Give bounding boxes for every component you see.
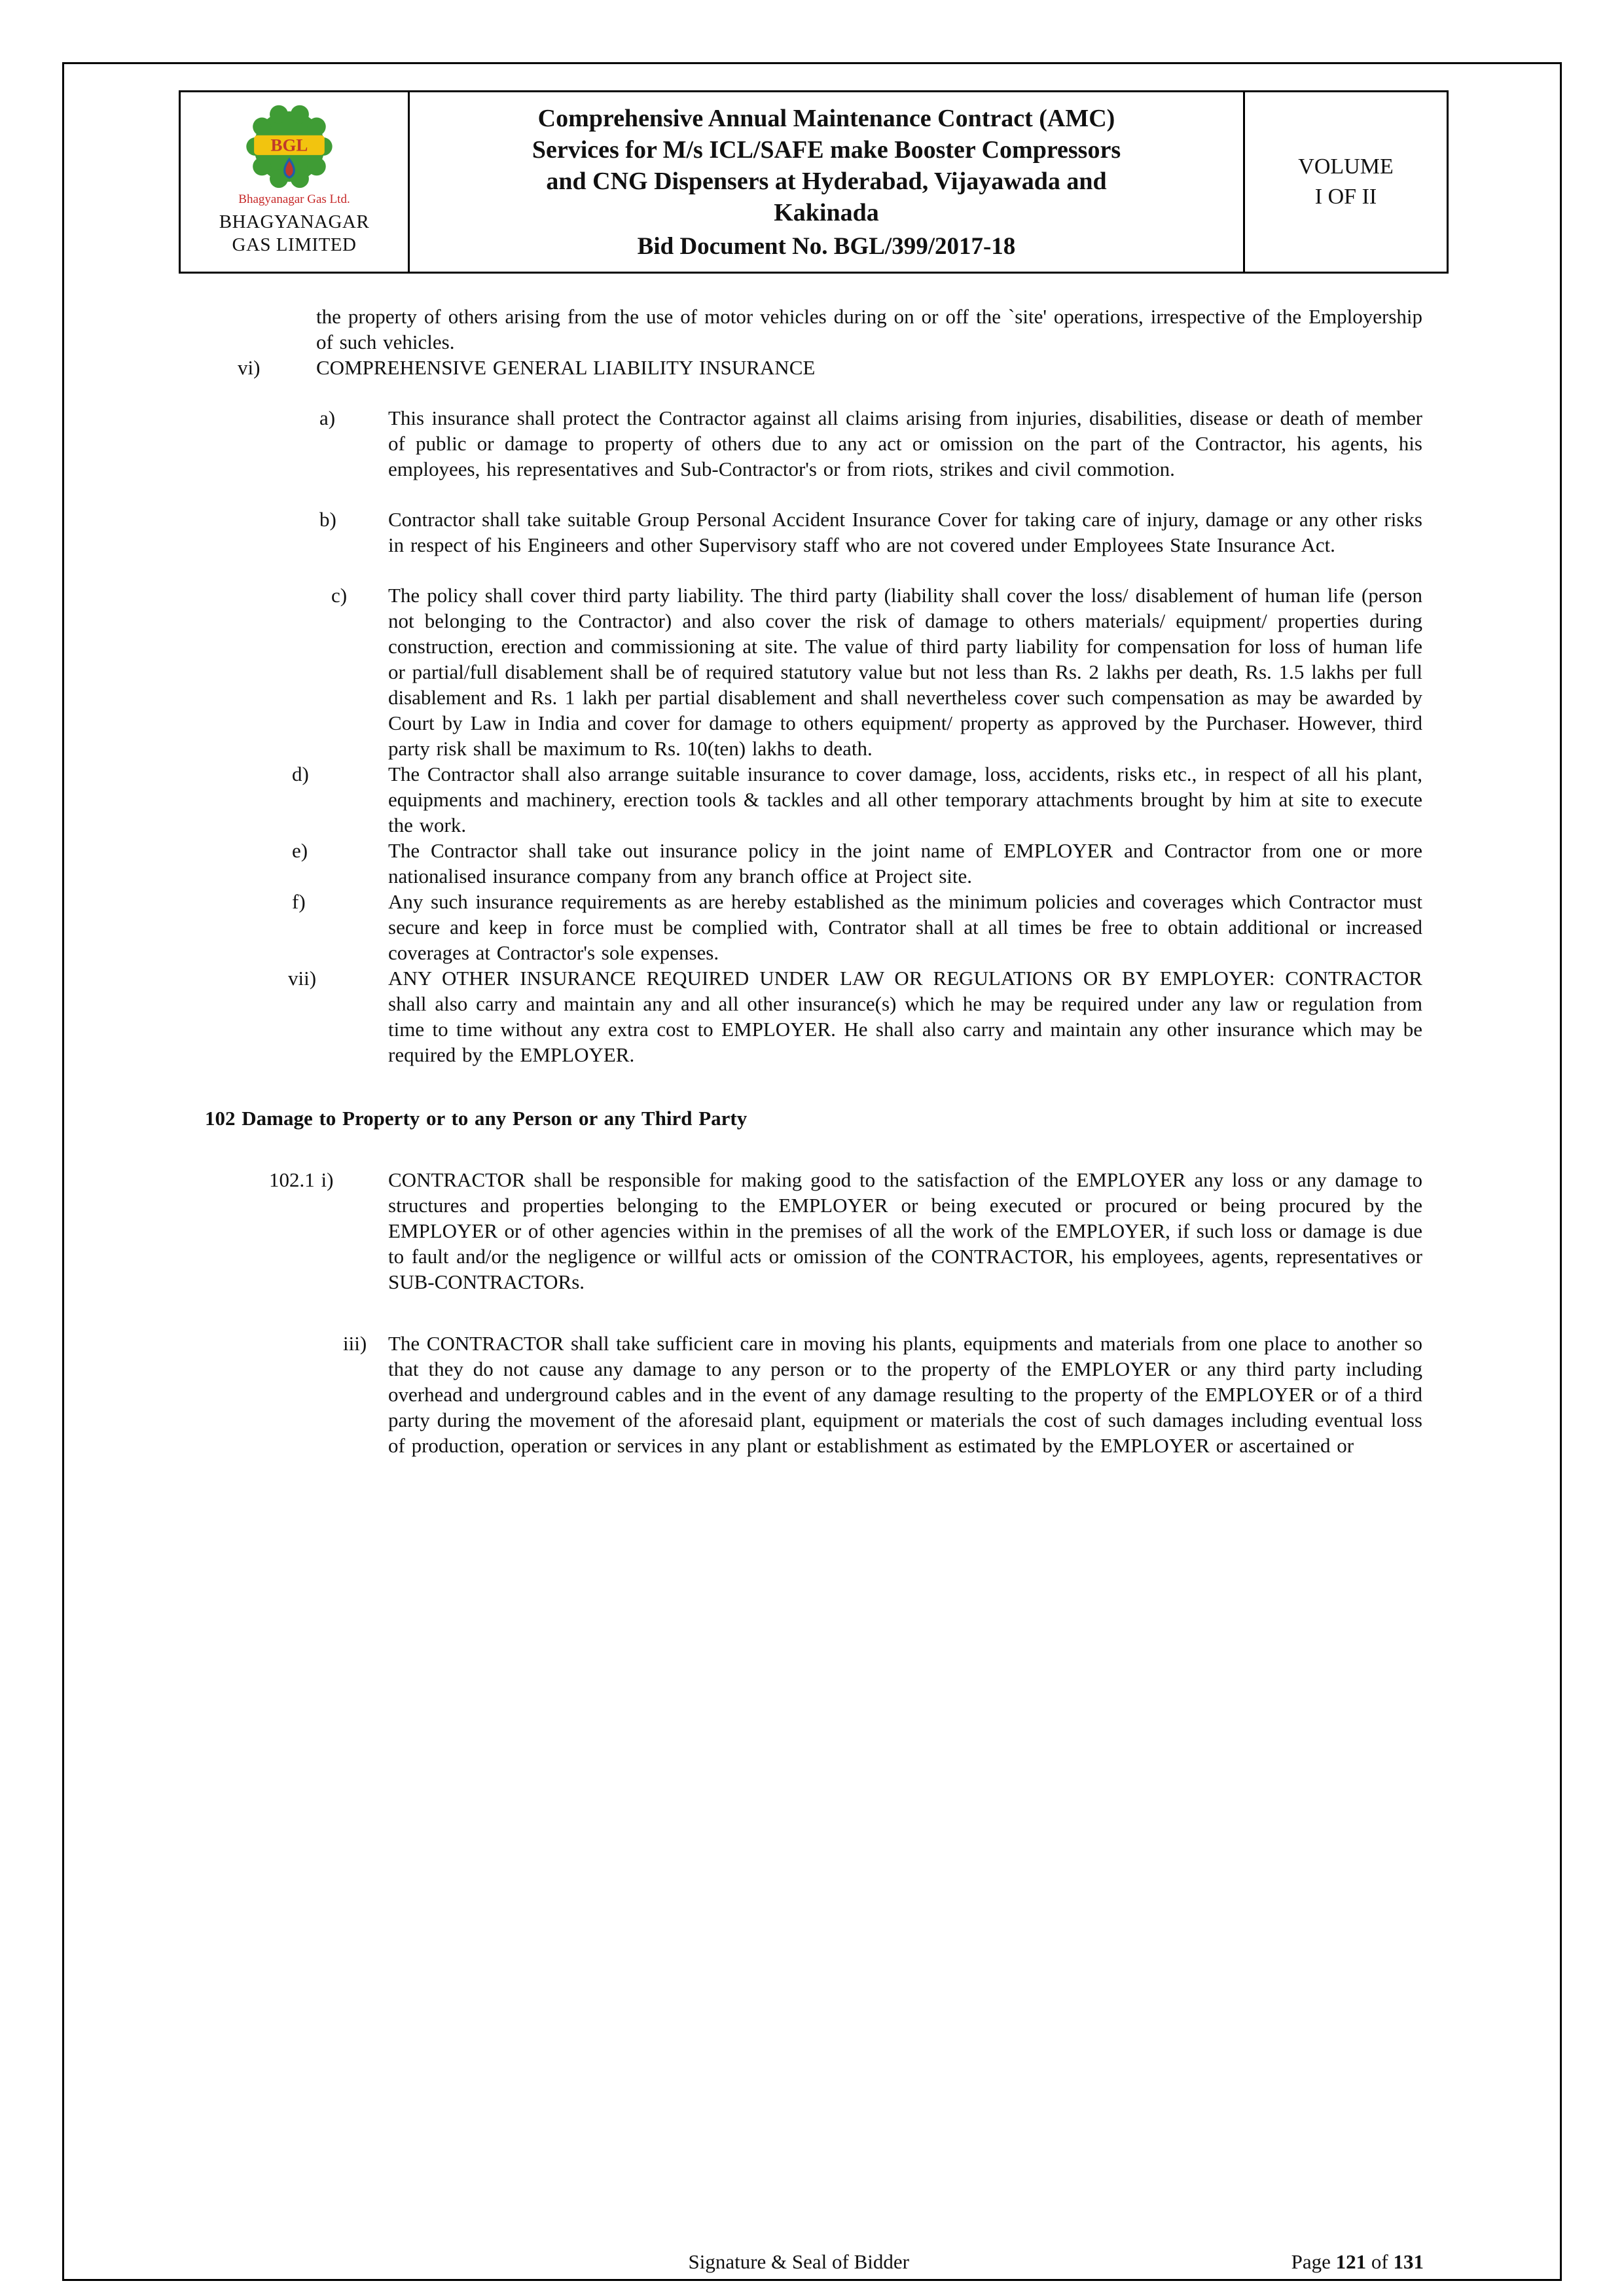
page-current: 121 (1335, 2250, 1367, 2273)
company-name-line1: BHAGYANAGAR (219, 211, 370, 232)
logo-monogram: BGL (270, 135, 308, 155)
bgl-logo-icon (234, 101, 355, 193)
clause-label: 102.1 i) (269, 1168, 334, 1191)
signature-label: Signature & Seal of Bidder (688, 2250, 909, 2273)
of-word: of (1371, 2250, 1388, 2273)
document-title-line: Services for M/s ICL/SAFE make Booster Compressors (532, 136, 1121, 164)
clause-text: The Contractor shall take out insurance policy in the joint name of EMPLOYER and Contractor from one or more nationalised insurance company from any branch office at Project site. (388, 839, 1422, 888)
clause-label: e) (292, 839, 308, 862)
logo-cell (181, 92, 410, 272)
continuation-paragraph: the property of others arising from the use of motor vehicles during on or off the `site' operations, irrespective of the Employership of such vehicles. (316, 305, 1422, 353)
volume-line1: VOLUME (1298, 154, 1394, 179)
section-vii (288, 965, 1422, 1067)
document-body (64, 304, 1560, 1458)
bid-document-number: Bid Document No. BGL/399/2017-18 (637, 233, 1016, 260)
section-text: COMPREHENSIVE GENERAL LIABILITY INSURANCE (316, 356, 816, 379)
clause-label: d) (292, 762, 309, 785)
clause-text: The policy shall cover third party liability. The third party (liability shall cover the loss/ disablement of human life (person not belonging to the Contractor) and also cover the risk of damage to others materials/ equipment/ properties during construction, erection and commissioning at site. The value of third party liability for compensation for loss of human life or partial/full disablement shall be of required statutory value but not less than Rs. 2 lakhs per death, Rs. 1.5 lakhs per full disablement and Rs. 1 lakh per partial disablement and shall nevertheless cover such compensation as may be awarded by Court by Law in India and cover for damage to others equipment/ property as approved by the Purchaser. However, third party risk shall be maximum to Rs. 10(ten) lakhs to death. (388, 584, 1422, 760)
document-title-line: Kakinada (774, 199, 879, 226)
section-label: vii) (288, 967, 317, 990)
clause-iii (343, 1331, 1422, 1458)
clause-b (319, 507, 1422, 558)
logo-tagline: Bhagyanagar Gas Ltd. (238, 192, 350, 206)
page-number (1291, 2250, 1424, 2274)
clause-e (292, 838, 1422, 889)
clause-f (292, 889, 1422, 965)
section-text: ANY OTHER INSURANCE REQUIRED UNDER LAW OR REGULATIONS OR BY EMPLOYER: CONTRACTOR shall also carry and maintain any and all other insurance(s) which he may be required under any law or regulation from time to time without any extra cost to EMPLOYER. He shall also carry and maintain any other insurance which may be required by the EMPLOYER. (388, 967, 1422, 1066)
page-word: Page (1291, 2250, 1331, 2273)
clause-text: Any such insurance requirements as are hereby established as the minimum policies and coverages which Contractor must secure and keep in force must be complied with, Contrator shall at all times be free to obtain additional or increased coverages at Contractor's sole expenses. (388, 890, 1422, 964)
page-border (62, 62, 1562, 2281)
document-title-line: and CNG Dispensers at Hyderabad, Vijayawada and (546, 168, 1107, 195)
clause-text: Contractor shall take suitable Group Personal Accident Insurance Cover for taking care of injury, damage or any other risks in respect of his Engineers and other Supervisory staff who are not covered under Employees State Insurance Act. (388, 508, 1422, 556)
clause-text: CONTRACTOR shall be responsible for making good to the satisfaction of the EMPLOYER any loss or any damage to structures and properties belonging to the EMPLOYER or being executed or procured or being procured by the EMPLOYER or of other agencies within in the premises of all the work of the EMPLOYER, if such loss or damage is due to fault and/or the negligence or willful acts or omission of the CONTRACTOR, his employees, agents, representatives or SUB-CONTRACTORs. (388, 1168, 1422, 1293)
section-102-heading: 102 Damage to Property or to any Person or any Third Party (205, 1107, 748, 1130)
page-total: 131 (1393, 2250, 1424, 2273)
document-title-cell (410, 92, 1245, 272)
clause-text: This insurance shall protect the Contractor against all claims arising from injuries, disabilities, disease or death of member of public or damage to property of others due to any act or omission on the part of the Contractor, his agents, his employees, his representatives and Sub-Contractor's or from riots, strikes and civil commotion. (388, 406, 1422, 480)
header-table (179, 90, 1449, 274)
clause-text: The CONTRACTOR shall take sufficient care in moving his plants, equipments and materials from one place to another so that they do not cause any damage to any person or to the property of the EMPLOYER or any third party including overhead and underground cables and in the event of any damage resulting to the property of the EMPLOYER or of a third party during the movement of the aforesaid plant, equipment or materials the cost of such damages including eventual loss of production, operation or services in any plant or establishment as estimated by the EMPLOYER or ascertained or (388, 1332, 1422, 1457)
document-title-line: Comprehensive Annual Maintenance Contract (AMC) (537, 105, 1115, 132)
clause-text: The Contractor shall also arrange suitable insurance to cover damage, loss, accidents, risks etc., in respect of all his plant, equipments and machinery, erection tools & tackles and all other temporary attachments brought by him at site to execute the work. (388, 762, 1422, 836)
volume-line2: I OF II (1314, 185, 1377, 209)
section-label: vi) (238, 356, 261, 379)
clause-c (331, 583, 1422, 761)
clause-label: c) (331, 584, 348, 607)
clause-label: f) (292, 890, 306, 913)
company-name-line2: GAS LIMITED (232, 234, 357, 255)
clause-a (319, 405, 1422, 482)
volume-cell (1245, 92, 1447, 272)
section-vi (238, 355, 1422, 380)
clause-label: a) (319, 406, 336, 429)
clause-label: b) (319, 508, 336, 531)
page-footer (64, 2246, 1560, 2274)
clause-label: iii) (343, 1332, 367, 1355)
clause-102-1-i (269, 1167, 1422, 1295)
clause-d (292, 761, 1422, 838)
